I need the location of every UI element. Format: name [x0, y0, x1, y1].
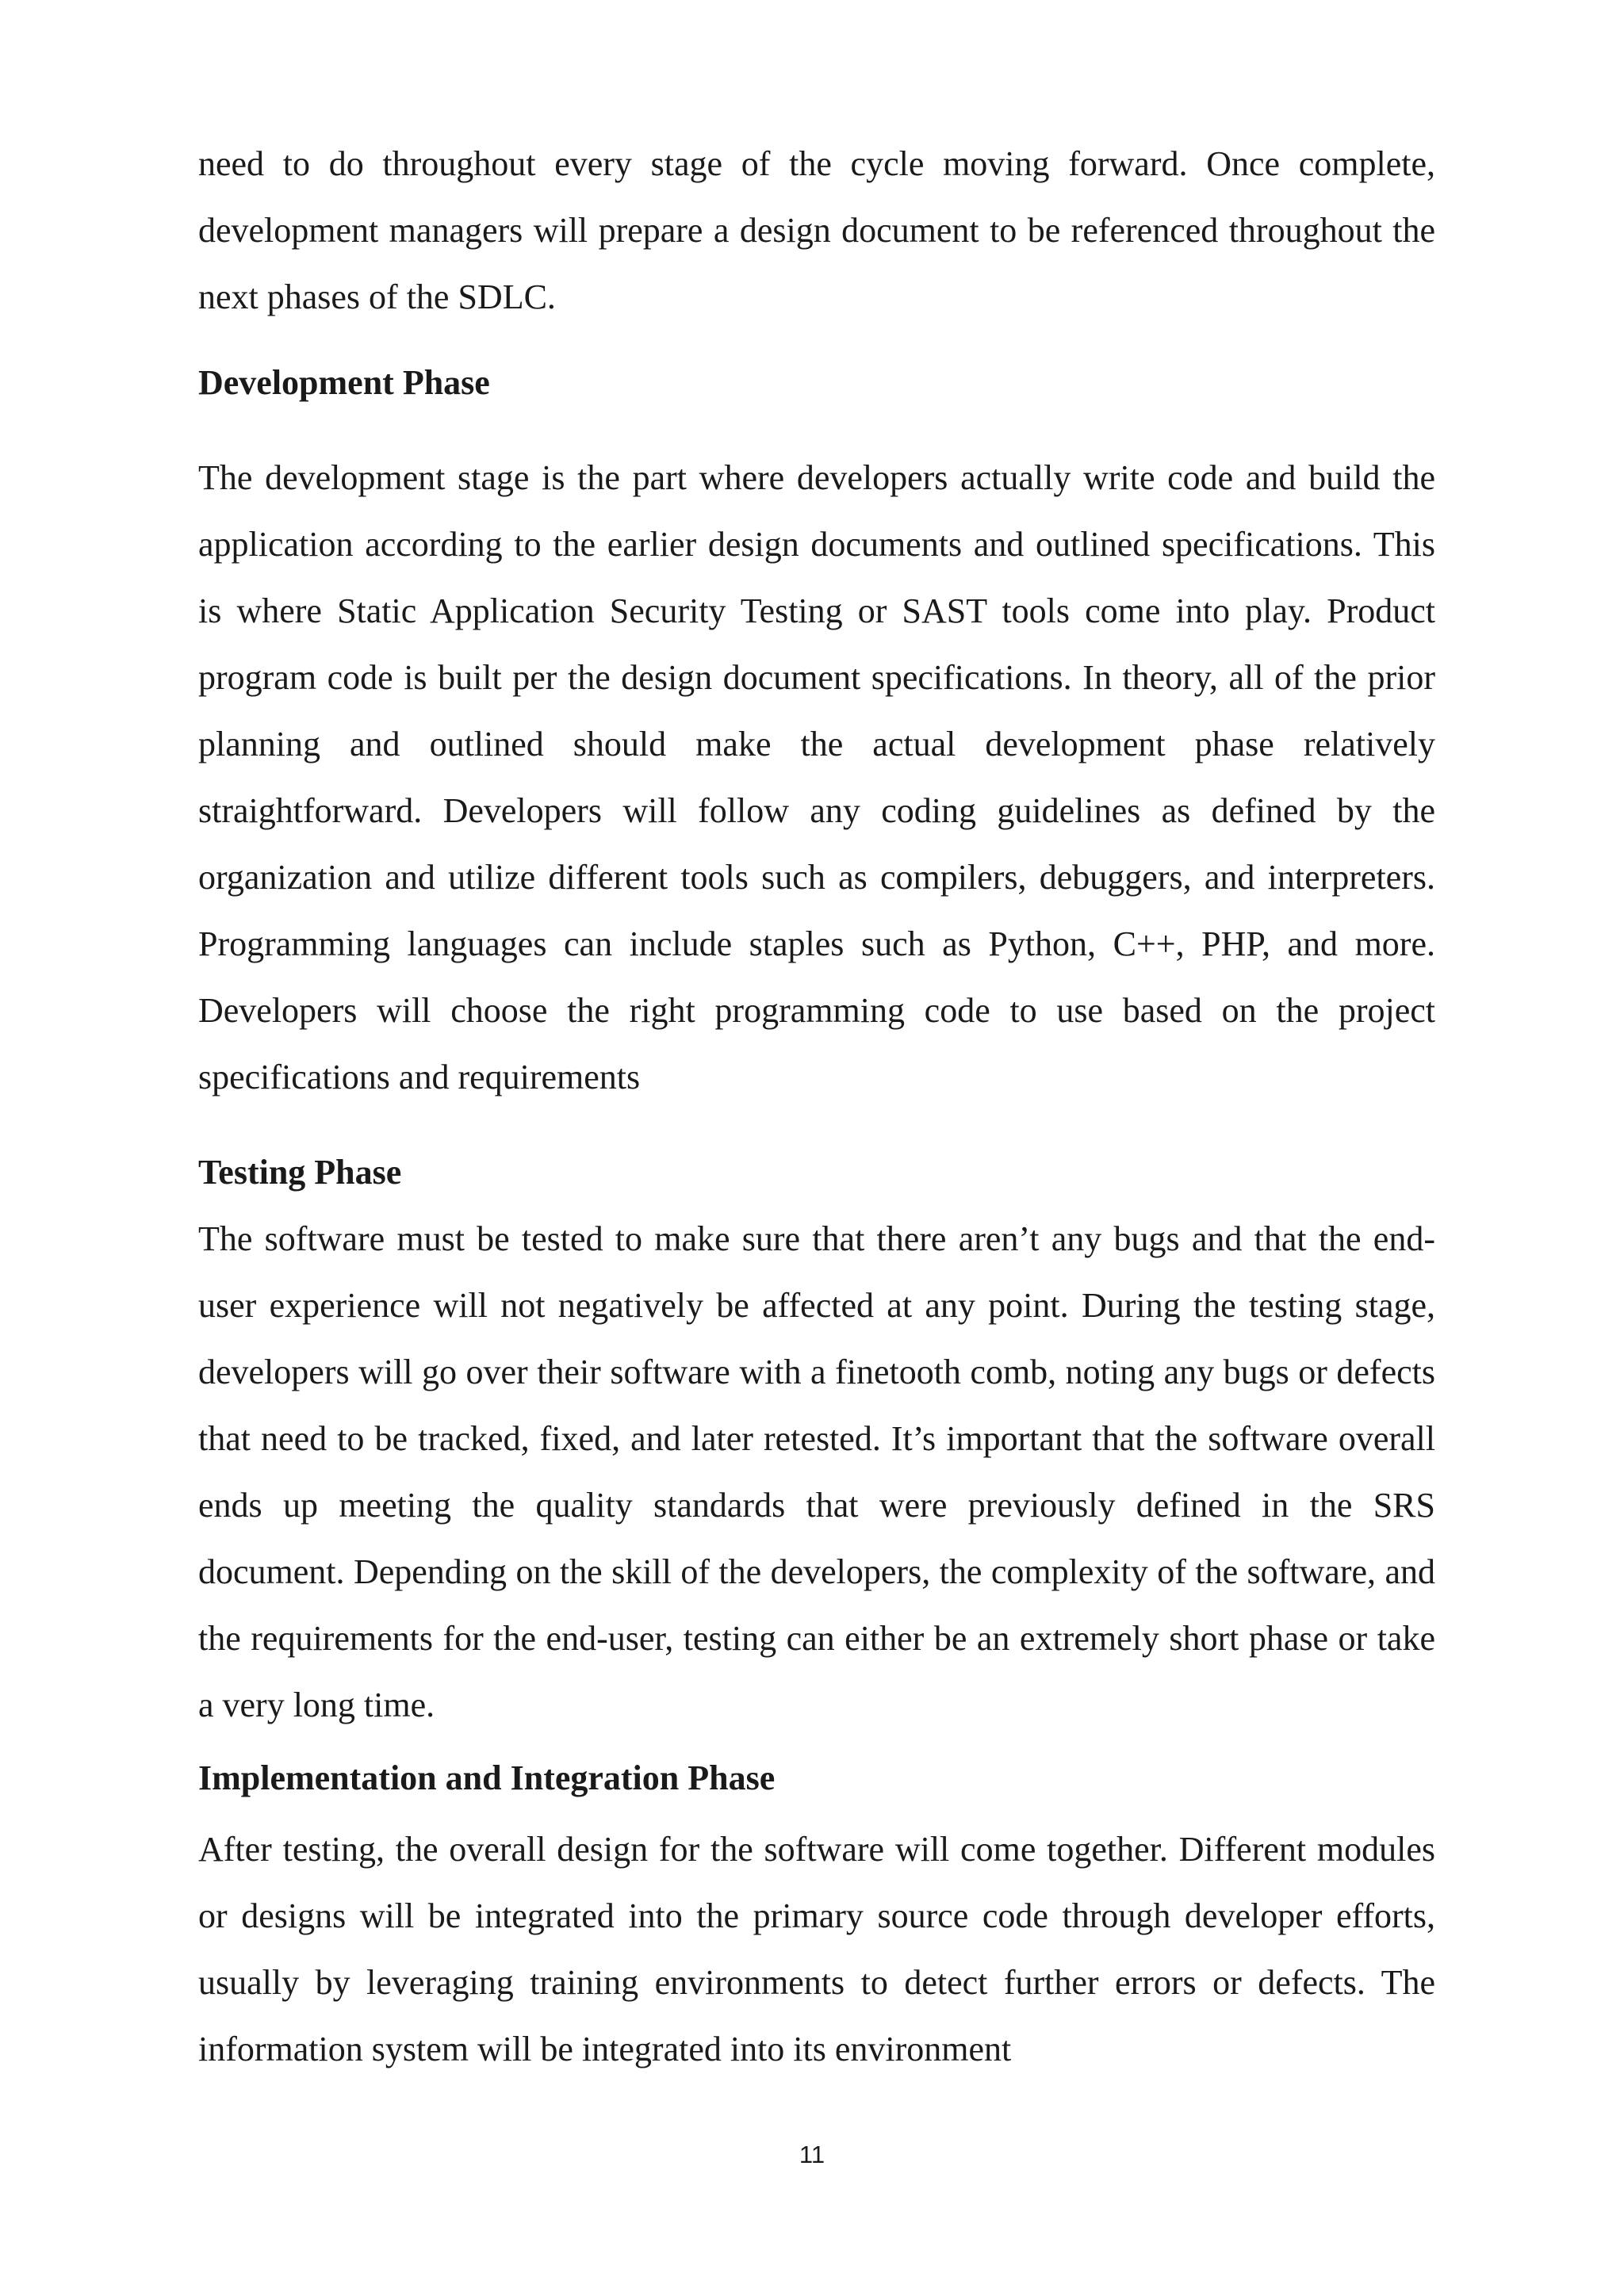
development-phase-paragraph: The development stage is the part where developers actually write code and build the application according to the earlier design documents and outlined specifications. This is where Static Application Security Testing or SAST tools come into play. Product program code is built per the design document specifications. In theory, all of the prior planning and outlined should make the actual development phase relatively straightforward. Developers will follow any coding guidelines as defined by the organization and utilize different tools such as compilers, debuggers, and interpreters. Programming languages can include staples such as Python, C++, PHP, and more. Developers will choose the right programming code to use based on the project specifications and requirements: [198, 458, 1435, 1096]
heading-implementation-integration-phase: Implementation and Integration Phase: [198, 1758, 776, 1797]
testing-phase-paragraph: The software must be tested to make sure that there aren’t any bugs and that the end-user experience will not negatively be affected at any point. During the testing stage, developers will go over their software with a finetooth comb, noting any bugs or defects that need to be tracked, fixed, and later retested. It’s important that the software overall ends up meeting the quality standards that were previously defined in the SRS document. Depending on the skill of the developers, the complexity of the software, and the requirements for the end-user, testing can either be an extremely short phase or take a very long time.: [198, 1219, 1435, 1724]
heading-testing-phase: Testing Phase: [198, 1153, 402, 1192]
implementation-phase-paragraph: After testing, the overall design for the software will come together. Different modules or designs will be integrated into the primary source code through developer efforts, usually by leveraging training environments to detect further errors or defects. The information system will be integrated into its environment: [198, 1830, 1435, 2068]
page-number: 11: [799, 2141, 825, 2168]
intro-paragraph: need to do throughout every stage of the cycle moving forward. Once complete, development managers will prepare a design document to be referenced throughout the next phases of the SDLC.: [198, 144, 1435, 316]
document-page: [198, 131, 1435, 2083]
heading-development-phase: Development Phase: [198, 363, 490, 402]
